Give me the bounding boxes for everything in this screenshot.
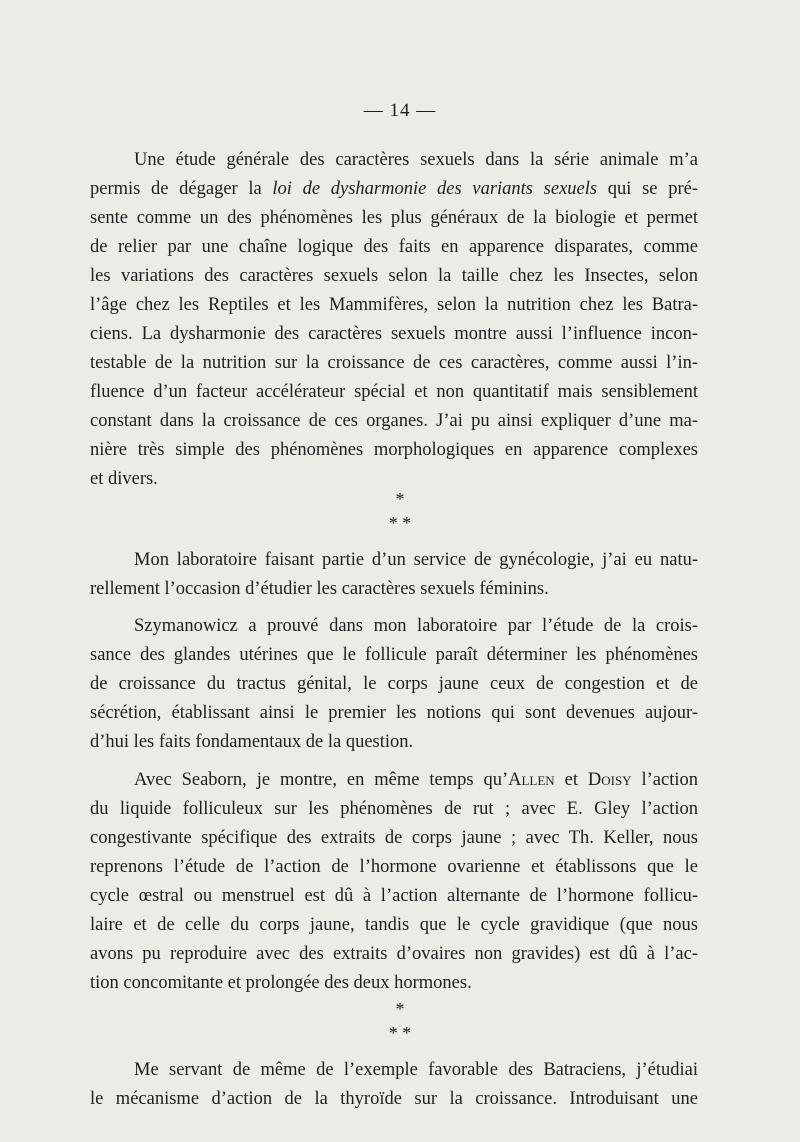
- text-line: tion concomitante et prolongée des deux hormones.: [90, 973, 472, 993]
- text-line: laire et de celle du corps jaune, tandis que le cycle gravidique (que nous: [90, 915, 698, 935]
- italic-term: loi de dysharmonie des variants sexuels: [272, 179, 598, 199]
- section-separator: *: [395, 999, 405, 1019]
- text-line: nière très simple des phénomènes morphologiques en apparence complexes: [90, 440, 698, 460]
- text-line: congestivante spécifique des extraits de corps jaune ; avec Th. Keller, nous: [90, 828, 698, 848]
- author-name: Doisy: [587, 770, 632, 790]
- text-line: sécrétion, établissant ainsi le premier les notions qui sont devenues aujour-: [90, 703, 698, 723]
- text-line: fluence d’un facteur accélérateur spécial et non quantitatif mais sensiblement: [90, 382, 698, 402]
- text-line: rellement l’occasion d’étudier les caractères sexuels féminins.: [90, 579, 549, 599]
- author-name: Allen: [508, 770, 555, 790]
- section-separator: * *: [388, 513, 412, 533]
- text-line: du liquide folliculeux sur les phénomènes de rut ; avec E. Gley l’action: [90, 799, 698, 819]
- page-number: — 14 —: [363, 100, 437, 121]
- text-span: l’action: [631, 770, 698, 790]
- text-line: d’hui les faits fondamentaux de la question.: [90, 732, 414, 752]
- text-span: et: [554, 770, 588, 790]
- text-span: Avec Seaborn, je montre, en même temps qu’: [134, 770, 509, 790]
- text-line: avons pu reproduire avec des extraits d’ovaires non gravides) est dû à l’ac-: [90, 944, 698, 964]
- text-line: ciens. La dysharmonie des caractères sexuels montre aussi l’influence incon-: [90, 324, 698, 344]
- text-line: cycle œstral ou menstruel est dû à l’action alternante de l’hormone follicu-: [90, 886, 698, 906]
- text-line: l’âge chez les Reptiles et les Mammifères, selon la nutrition chez les Batra-: [90, 295, 698, 315]
- text-line: reprenons l’étude de l’action de l’hormone ovarienne et établissons que le: [90, 857, 698, 877]
- text-line: constant dans la croissance de ces organes. J’ai pu ainsi expliquer d’une ma-: [90, 411, 698, 431]
- text-line: Une étude générale des caractères sexuels dans la série animale m’a: [134, 150, 698, 170]
- text-line: Me servant de même de l’exemple favorable des Batraciens, j’étudiai: [134, 1060, 698, 1080]
- text-line: sente comme un des phénomènes les plus généraux de la biologie et permet: [90, 208, 698, 228]
- text-line: Mon laboratoire faisant partie d’un service de gynécologie, j’ai eu natu-: [134, 550, 698, 570]
- text-line: [90, 175, 698, 203]
- section-separator: *: [395, 489, 405, 509]
- text-line: testable de la nutrition sur la croissance de ces caractères, comme aussi l’in-: [90, 353, 698, 373]
- text-line: les variations des caractères sexuels selon la taille chez les Insectes, selon: [90, 266, 698, 286]
- text-span: qui se pré-: [597, 179, 698, 199]
- section-separator: * *: [388, 1023, 412, 1043]
- text-span: permis de dégager la: [90, 179, 273, 199]
- text-line: Szymanowicz a prouvé dans mon laboratoire par l’étude de la crois-: [134, 616, 698, 636]
- text-line: de relier par une chaîne logique des faits en apparence disparates, comme: [90, 237, 698, 257]
- text-line: le mécanisme d’action de la thyroïde sur la croissance. Introduisant une: [90, 1089, 698, 1109]
- text-line: sance des glandes utérines que le follicule paraît déterminer les phénomènes: [90, 645, 698, 665]
- text-line: de croissance du tractus génital, le corps jaune ceux de congestion et de: [90, 674, 698, 694]
- text-line: et divers.: [90, 469, 158, 489]
- text-line: [134, 766, 698, 794]
